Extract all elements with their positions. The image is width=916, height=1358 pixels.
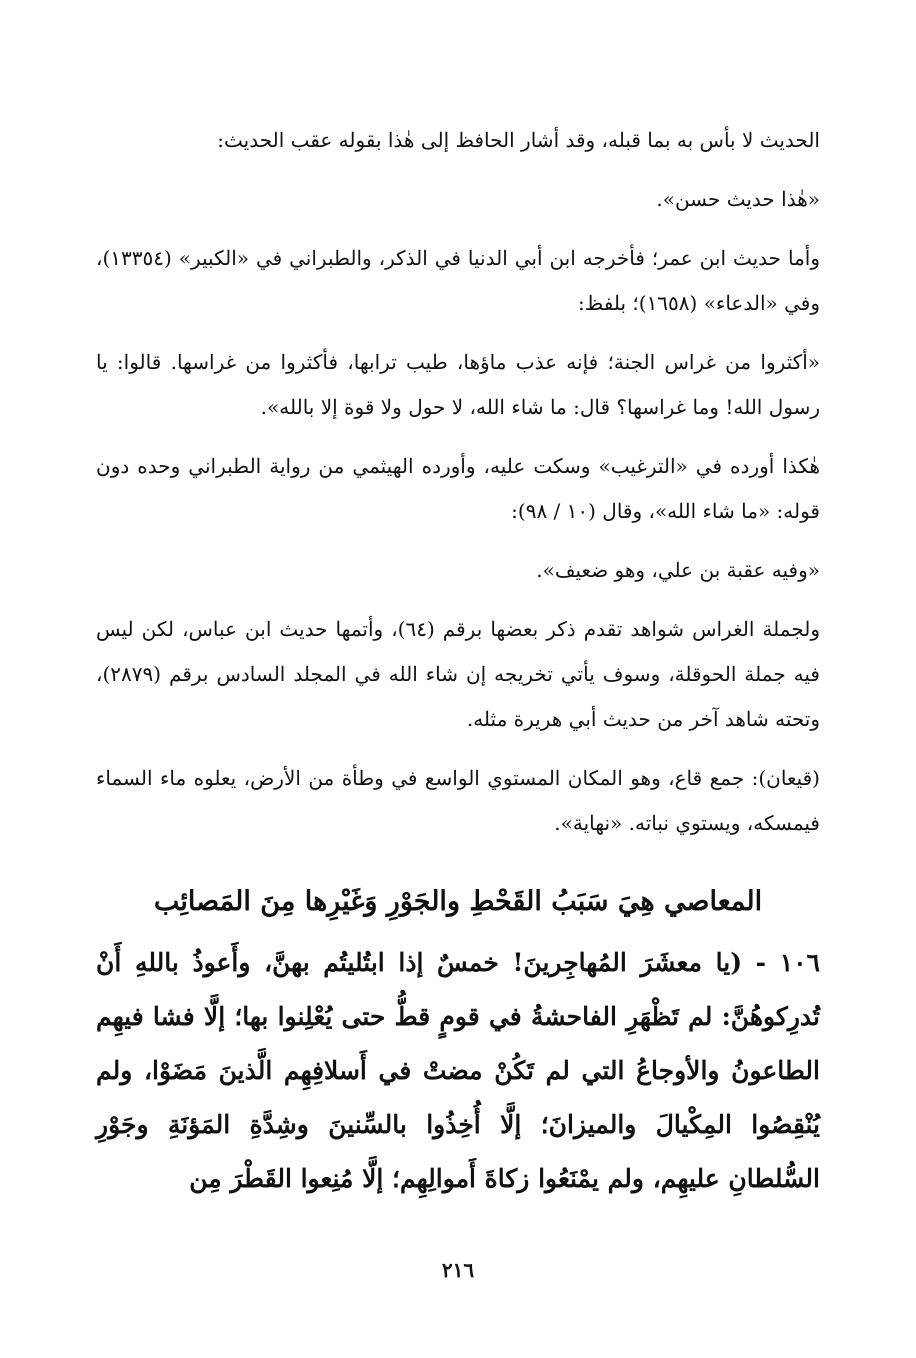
paragraph-shawahid: ولجملة الغراس شواهد تقدم ذكر بعضها برقم (٦٤)، وأتمها حديث ابن عباس، لكن ليس فيه جملة الحوقلة، وسوف يأتي تخريجه إن شاء الله في المجلد السادس برقم (٢٨٧٩)، وتحته شاهد آخر من حديث أبي هريرة مثله. <box>96 617 820 731</box>
quote-hafiz: «هٰذا حديث حسن». <box>656 187 820 211</box>
paragraph-ibn-umar: وأما حديث ابن عمر؛ فأخرجه ابن أبي الدنيا في الذكر، والطبراني في «الكبير» (١٣٣٥٤)، وفي «الدعاء» (١٦٥٨)؛ بلفظ: <box>96 246 820 315</box>
page-body <box>96 118 820 1206</box>
paragraph-hadith-grading: الحديث لا بأس به بما قبله، وقد أشار الحافظ إلى هٰذا بقوله عقب الحديث: <box>217 128 820 152</box>
paragraph-qiyan-definition: (قيعان): جمع قاع، وهو المكان المستوي الواسع في وطأة من الأرض، يعلوه ماء السماء فيمسكه، ويستوي نباته. «نهاية». <box>96 766 820 835</box>
quote-ibn-umar-hadith: «أكثروا من غراس الجنة؛ فإنه عذب ماؤها، طيب ترابها، فأكثروا من غراسها. قالوا: يا رسول الله! وما غراسها؟ قال: ما شاء الله، لا حول ولا قوة إلا بالله». <box>96 350 820 419</box>
quote-haythami: «وفيه عقبة بن علي، وهو ضعيف». <box>536 558 820 582</box>
hadith-106-text: ١٠٦ - (يا معشَرَ المُهاجِرينَ! خمسٌ إذا ابتُليتُم بهنَّ، وأَعوذُ باللهِ أَنْ تُدرِكوهُنَّ: لم تَظْهَرِ الفاحشةُ في قومٍ قطُّ حتى يُعْلِنوا بها؛ إلَّا فشا فيهِم الطاعونُ والأوجاعُ التي لم تَكُنْ مضتْ في أَسلافِهِم الَّذينَ مَضَوْا، ولم يُنْقِصُوا المِكْيالَ والميزانَ؛ إلَّا أُخِذُوا بالسِّنينَ وشِدَّةِ المَؤنَةِ وجَوْرِ السُّلطانِ عليهِم، ولم يمْنَعُوا زكاةَ أَموالِهِم؛ إلَّا مُنِعوا القَطْرَ مِن <box>96 948 820 1193</box>
paragraph-targhib: هٰكذا أورده في «الترغيب» وسكت عليه، وأورده الهيثمي من رواية الطبراني وحده دون قوله: «ما شاء الله»، وقال (١٠ / ٩٨): <box>96 454 820 523</box>
chapter-title: المعاصي هِيَ سَبَبُ القَحْطِ والجَوْرِ وَغَيْرِها مِنَ المَصائِب <box>153 886 763 917</box>
page-number: ٢١٦ <box>441 1258 475 1282</box>
